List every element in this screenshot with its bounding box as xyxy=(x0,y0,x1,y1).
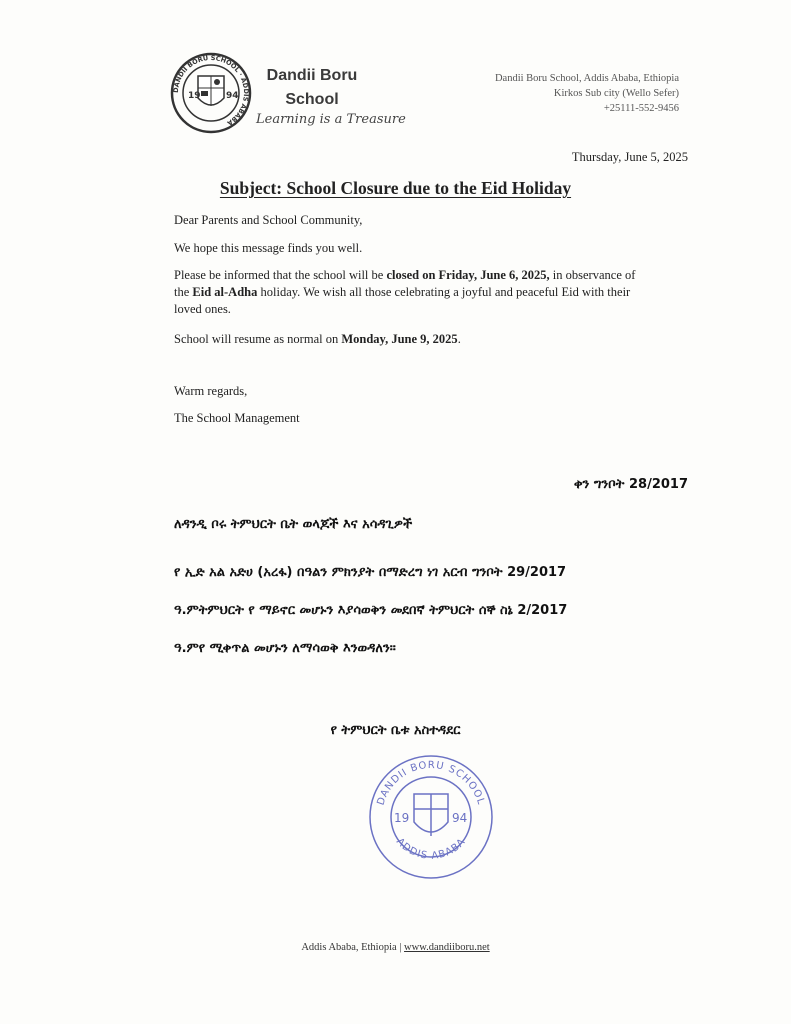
greeting: Dear Parents and School Community, xyxy=(174,213,363,227)
opening-line: We hope this message finds you well. xyxy=(174,241,363,255)
letter-subject: Subject: School Closure due to the Eid Holiday xyxy=(219,178,572,198)
closing: Warm regards, xyxy=(174,384,248,398)
school-logo xyxy=(170,52,252,134)
school-stamp xyxy=(366,752,496,882)
amharic-signature: የ ትምህርት ቤቱ አስተዳደር xyxy=(330,723,461,738)
school-name: Dandii Boru School xyxy=(266,67,358,108)
website-link[interactable]: www.dandiiboru.net xyxy=(404,942,490,953)
amharic-salutation: ለዳንዲ ቦሩ ትምህርት ቤት ወላጆች እና አሳዳጊዎች xyxy=(174,517,413,532)
letter-date: Thursday, June 5, 2025 xyxy=(571,150,688,164)
amharic-body-line: ዓ.ምየ ሚቀጥል መሆኑን ለማሳወቅ እንወዳለን። xyxy=(174,641,396,656)
amharic-body-line: ዓ.ምትምህርት የ ማይኖር መሆኑን እያሳወቅን መደበኛ ትምህርት ሰኞ ስኔ 2/2017 xyxy=(174,603,568,618)
svg-text:19: 19 xyxy=(394,811,410,825)
amharic-date: ቀን ግንቦት 28/2017 xyxy=(573,477,688,492)
svg-text:DANDII BORU SCHOOL · ADDIS ABA: DANDII BORU SCHOOL · ADDIS ABABA xyxy=(171,53,251,128)
signature: The School Management xyxy=(174,411,300,425)
closure-paragraph: Please be informed that the school will be closed on Friday, June 6, 2025, in observance of the Eid al-Adha holiday. We wish all those celebrating a joyful and peaceful Eid with their loved ones. xyxy=(174,268,636,316)
amharic-body-line: የ ኢድ አል አድሀ (አረፋ) በዓልን ምክንያት በማድረግ ነገ አርብ ግንቦት 29/2017 xyxy=(174,565,567,580)
letter-footer: Addis Ababa, Ethiopia | www.dandiiboru.net xyxy=(301,942,490,953)
svg-text:19: 19 xyxy=(188,91,201,101)
resume-paragraph: School will resume as normal on Monday, June 9, 2025. xyxy=(174,332,461,346)
svg-text:94: 94 xyxy=(226,91,239,101)
phone-number: +25111-552-9456 xyxy=(603,103,679,114)
school-address: Dandii Boru School, Addis Ababa, Ethiopia Kirkos Sub city (Wello Sefer) +25111-552-9456 xyxy=(494,73,679,114)
svg-text:ADDIS ABABA: ADDIS ABABA xyxy=(393,836,469,862)
svg-text:DANDII BORU SCHOOL: DANDII BORU SCHOOL xyxy=(375,759,487,807)
school-tagline: Learning is a Treasure xyxy=(256,112,406,127)
svg-text:94: 94 xyxy=(452,811,468,825)
